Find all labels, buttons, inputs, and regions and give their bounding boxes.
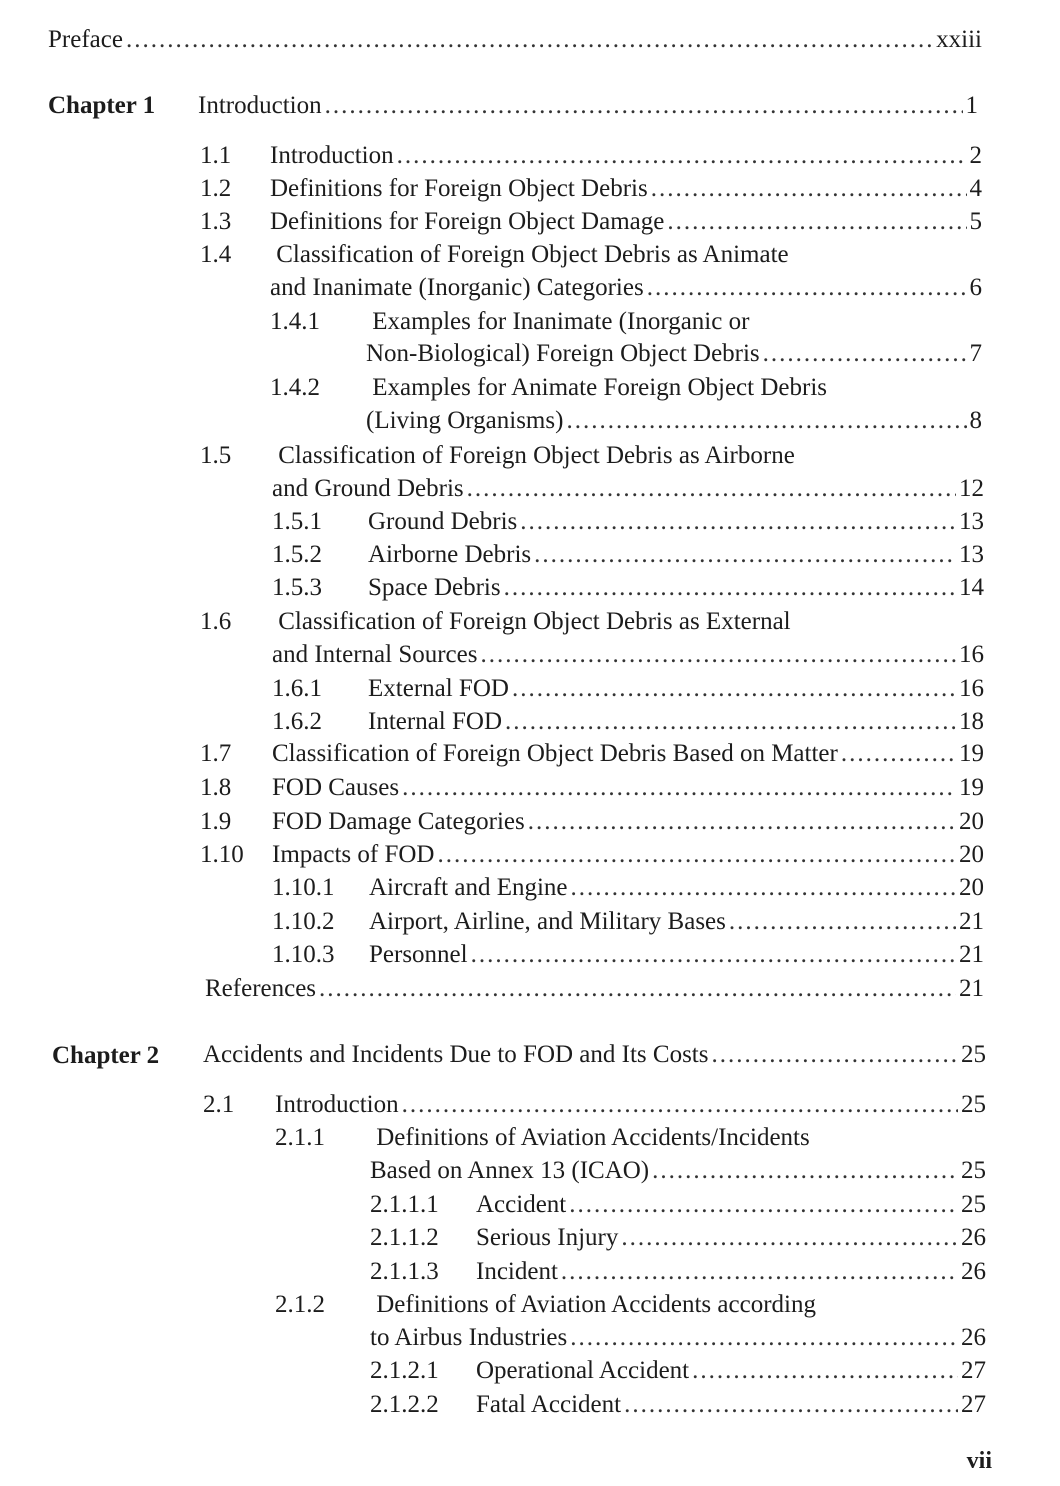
toc-entry — [272, 673, 984, 705]
leader-dots — [319, 973, 956, 1003]
toc-entry-title: Preface — [48, 26, 123, 53]
toc-entry-page: 27 — [961, 1357, 986, 1384]
toc-entry-page: 25 — [961, 1091, 986, 1118]
toc-entry-number: 1.9 — [200, 808, 232, 835]
toc-entry-page: 25 — [961, 1041, 986, 1068]
toc-entry-title: Space Debris — [368, 574, 501, 601]
leader-dots — [729, 906, 956, 936]
toc-entry-continuation — [370, 1155, 986, 1187]
toc-entry-continuation — [270, 272, 982, 304]
toc-entry-title: Ground Debris — [368, 508, 518, 535]
toc-entry-title: Impacts of FOD — [272, 841, 435, 868]
toc-entry-page: 21 — [959, 941, 984, 968]
toc-entry-title: Classification of Foreign Object Debris Based on Matter — [272, 740, 838, 767]
toc-entry-page: 7 — [969, 340, 982, 367]
toc-entry — [200, 440, 795, 472]
toc-entry-title: Serious Injury — [476, 1224, 619, 1251]
toc-entry-title: Definitions of Aviation Accidents according — [376, 1291, 816, 1318]
toc-entry — [272, 706, 984, 738]
toc-entry-title: Airport, Airline, and Military Bases — [369, 908, 726, 935]
toc-entry-title: Definitions for Foreign Object Debris — [270, 175, 648, 202]
toc-entry-number: 1.6.1 — [272, 675, 322, 702]
toc-entry — [275, 1289, 816, 1321]
toc-entry-title: Accident — [476, 1191, 567, 1218]
toc-entry-title: Classification of Foreign Object Debris as External — [278, 608, 791, 635]
toc-entry-title: External FOD — [368, 675, 509, 702]
toc-entry-page: 25 — [961, 1191, 986, 1218]
toc-entry-number: 2.1.2.1 — [370, 1357, 439, 1384]
leader-dots — [505, 706, 956, 736]
toc-entry-title-cont: to Airbus Industries — [370, 1324, 568, 1351]
toc-entry — [200, 206, 982, 238]
leader-dots — [397, 140, 967, 170]
toc-entry-references — [205, 973, 984, 1005]
toc-entry-title: Examples for Inanimate (Inorganic or — [372, 308, 750, 335]
toc-entry-chapter-2 — [203, 1039, 986, 1071]
toc-entry-page: 13 — [959, 508, 984, 535]
chapter-label: Chapter 2 — [52, 1042, 160, 1069]
toc-entry — [200, 239, 789, 271]
toc-entry — [370, 1389, 986, 1421]
toc-entry — [272, 939, 984, 971]
leader-dots — [402, 772, 956, 802]
toc-entry — [200, 606, 791, 638]
toc-entry-number: 2.1.1.1 — [370, 1191, 439, 1218]
toc-entry-page: 16 — [959, 641, 984, 668]
toc-entry-number: 1.3 — [200, 208, 232, 235]
toc-entry-number: 1.1 — [200, 142, 232, 169]
leader-dots — [437, 839, 956, 869]
toc-entry-number: 1.6.2 — [272, 708, 322, 735]
toc-entry-page: 26 — [961, 1324, 986, 1351]
leader-dots — [711, 1039, 958, 1069]
toc-entry — [200, 173, 982, 205]
toc-entry-page: 1 — [965, 92, 978, 119]
toc-entry-preface — [48, 24, 982, 56]
toc-entry-continuation — [370, 1322, 986, 1354]
toc-entry-page: 27 — [961, 1391, 986, 1418]
toc-entry — [272, 572, 984, 604]
toc-entry-number: 2.1 — [203, 1091, 235, 1118]
toc-entry-number: 1.4.2 — [270, 374, 320, 401]
toc-entry-page: 25 — [961, 1157, 986, 1184]
leader-dots — [624, 1389, 958, 1419]
toc-entry-number: 1.4.1 — [270, 308, 320, 335]
toc-entry-page: 12 — [959, 475, 984, 502]
toc-entry-number: 2.1.1.2 — [370, 1224, 439, 1251]
toc-entry-page: 16 — [959, 675, 984, 702]
toc-entry-number: 1.6 — [200, 608, 232, 635]
toc-entry-page: 2 — [969, 142, 982, 169]
toc-entry-continuation — [366, 405, 982, 437]
toc-entry-continuation — [272, 639, 984, 671]
toc-entry — [270, 372, 827, 404]
leader-dots — [667, 206, 966, 236]
leader-dots — [569, 1189, 958, 1219]
toc-entry-page: 13 — [959, 541, 984, 568]
toc-entry-title: Introduction — [275, 1091, 399, 1118]
toc-entry-page: 6 — [969, 274, 982, 301]
leader-dots — [692, 1355, 958, 1385]
toc-entry-number: 1.10.2 — [272, 908, 335, 935]
leader-dots — [652, 1155, 958, 1185]
leader-dots — [402, 1089, 958, 1119]
toc-entry-number: 1.4 — [200, 241, 232, 268]
leader-dots — [647, 272, 967, 302]
toc-entry — [200, 140, 982, 172]
leader-dots — [325, 90, 963, 120]
toc-entry-number: 1.10.1 — [272, 874, 335, 901]
toc-entry-title-cont: Based on Annex 13 (ICAO) — [370, 1157, 650, 1184]
leader-dots — [512, 673, 956, 703]
toc-entry-title: Aircraft and Engine — [369, 874, 568, 901]
toc-entry-number: 1.5 — [200, 442, 232, 469]
toc-entry-title-cont: (Living Organisms) — [366, 407, 564, 434]
toc-entry-title: Internal FOD — [368, 708, 502, 735]
toc-entry-page: 14 — [959, 574, 984, 601]
toc-entry — [200, 772, 984, 804]
toc-entry — [200, 806, 984, 838]
leader-dots — [621, 1222, 958, 1252]
toc-entry-continuation — [366, 338, 982, 370]
toc-entry-title: Personnel — [369, 941, 468, 968]
toc-entry-number: 2.1.1 — [275, 1124, 325, 1151]
leader-dots — [561, 1256, 958, 1286]
leader-dots — [841, 738, 956, 768]
toc-entry-title: FOD Damage Categories — [272, 808, 525, 835]
leader-dots — [566, 405, 966, 435]
toc-entry-number: 1.5.3 — [272, 574, 322, 601]
toc-entry-title: Introduction — [198, 92, 322, 119]
toc-entry-page: 8 — [969, 407, 982, 434]
toc-entry-title-cont: Non-Biological) Foreign Object Debris — [366, 340, 760, 367]
toc-entry-number: 2.1.2.2 — [370, 1391, 439, 1418]
toc-entry-title: References — [205, 975, 317, 1002]
toc-entry — [370, 1189, 986, 1221]
toc-entry-page: 19 — [959, 774, 984, 801]
leader-dots — [126, 24, 933, 54]
toc-entry-title: Introduction — [270, 142, 394, 169]
toc-entry-number: 2.1.2 — [275, 1291, 325, 1318]
toc-entry-page: 4 — [969, 175, 982, 202]
toc-entry-number: 1.10 — [200, 841, 244, 868]
toc-entry — [272, 539, 984, 571]
toc-entry-title: FOD Causes — [272, 774, 400, 801]
leader-dots — [571, 872, 956, 902]
toc-entry — [200, 839, 984, 871]
toc-entry-title-cont: and Ground Debris — [272, 475, 464, 502]
toc-entry-title: Definitions for Foreign Object Damage — [270, 208, 665, 235]
toc-entry-title: Classification of Foreign Object Debris as Animate — [276, 241, 789, 268]
toc-entry-page: 5 — [969, 208, 982, 235]
toc-entry-number: 2.1.1.3 — [370, 1258, 439, 1285]
leader-dots — [471, 939, 956, 969]
leader-dots — [528, 806, 956, 836]
toc-entry-number: 1.5.2 — [272, 541, 322, 568]
toc-entry-title: Accidents and Incidents Due to FOD and Its Costs — [203, 1041, 709, 1068]
toc-entry-page: 20 — [959, 808, 984, 835]
toc-entry-page: 19 — [959, 740, 984, 767]
toc-entry-chapter-1 — [198, 90, 978, 122]
toc-entry — [203, 1089, 986, 1121]
toc-entry — [272, 906, 984, 938]
toc-entry-page: 18 — [959, 708, 984, 735]
toc-entry-page: 26 — [961, 1258, 986, 1285]
toc-entry-number: 1.8 — [200, 774, 232, 801]
toc-entry-page: 20 — [959, 874, 984, 901]
toc-entry-page: 21 — [959, 908, 984, 935]
chapter-label: Chapter 1 — [48, 92, 156, 119]
toc-entry-number: 1.2 — [200, 175, 232, 202]
toc-entry-title: Incident — [476, 1258, 558, 1285]
toc-entry — [272, 506, 984, 538]
toc-entry-title: Fatal Accident — [476, 1391, 622, 1418]
toc-entry-page: 21 — [959, 975, 984, 1002]
toc-entry-number: 1.10.3 — [272, 941, 335, 968]
toc-entry — [275, 1122, 810, 1154]
leader-dots — [480, 639, 956, 669]
toc-entry-continuation — [272, 473, 984, 505]
page-number: vii — [966, 1448, 992, 1474]
toc-entry-title-cont: and Internal Sources — [272, 641, 478, 668]
leader-dots — [520, 506, 956, 536]
toc-entry — [272, 872, 984, 904]
toc-entry-title: Airborne Debris — [368, 541, 532, 568]
toc-entry-number: 1.7 — [200, 740, 232, 767]
leader-dots — [570, 1322, 958, 1352]
toc-entry-title: Classification of Foreign Object Debris as Airborne — [278, 442, 795, 469]
toc-entry-title: Definitions of Aviation Accidents/Incidents — [376, 1124, 810, 1151]
leader-dots — [534, 539, 956, 569]
toc-entry-page: 26 — [961, 1224, 986, 1251]
leader-dots — [651, 173, 967, 203]
toc-entry-title: Examples for Animate Foreign Object Debris — [372, 374, 827, 401]
toc-entry — [270, 306, 749, 338]
leader-dots — [504, 572, 956, 602]
toc-entry — [200, 738, 984, 770]
toc-entry — [370, 1355, 986, 1387]
toc-entry — [370, 1256, 986, 1288]
toc-entry-number: 1.5.1 — [272, 508, 322, 535]
toc-entry — [370, 1222, 986, 1254]
toc-entry-title: Operational Accident — [476, 1357, 690, 1384]
toc-entry-page: 20 — [959, 841, 984, 868]
leader-dots — [467, 473, 956, 503]
toc-entry-title-cont: and Inanimate (Inorganic) Categories — [270, 274, 644, 301]
leader-dots — [763, 338, 967, 368]
toc-entry-page: xxiii — [936, 26, 982, 53]
